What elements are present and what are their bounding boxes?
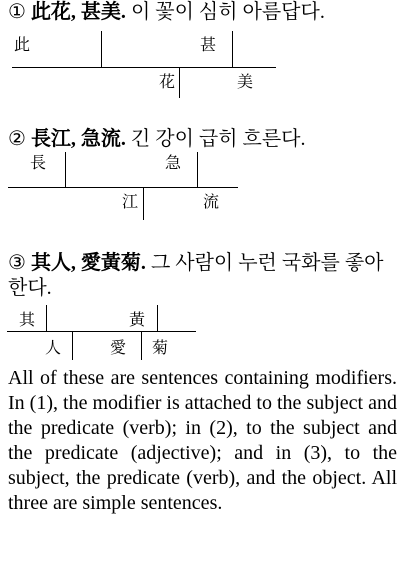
- diagram-2-predicate: 急: [165, 155, 182, 172]
- diagram-2-subject-modifier: 江: [122, 194, 139, 211]
- diagram-3-predicate: 愛: [110, 340, 127, 357]
- diagram-3-subject: 其: [19, 312, 36, 329]
- diagram-1-predicate: 甚: [200, 37, 217, 54]
- example-3-number: ③: [8, 252, 26, 274]
- example-1-chinese: 此花, 甚美.: [30, 1, 126, 23]
- diagram-2-subject: 長: [30, 155, 47, 172]
- explanation-paragraph: All of these are sentences containing modifiers. In (1), the modifier is attached to the subject and the predicate (verb); in (2), to the subject and the predicate (adjective); and in (3), to the subject, the predicate (verb), and the object. All three are simple sentences.: [8, 367, 397, 514]
- diagram-3: [7, 305, 196, 360]
- example-1-number: ①: [8, 1, 26, 23]
- example-2-korean: 긴 강이 급히 흐른다.: [130, 128, 306, 150]
- diagram-1-predicate-modifier: 美: [237, 74, 254, 91]
- diagram-3-subject-modifier: 人: [45, 340, 62, 357]
- example-3-chinese: 其人, 愛黃菊.: [30, 252, 146, 274]
- diagram-3-object-modifier: 菊: [152, 340, 169, 357]
- example-1-korean: 이 꽃이 심히 아름답다.: [130, 1, 325, 23]
- diagram-1-subject: 此: [14, 37, 31, 54]
- diagram-2: [8, 152, 238, 220]
- example-3-korean: 그 사람이 누런 국화를 좋아한다.: [8, 252, 384, 299]
- diagram-3-object: 黃: [129, 312, 146, 329]
- diagram-1: [12, 31, 276, 98]
- example-2-number: ②: [8, 128, 26, 150]
- diagram-1-subject-modifier: 花: [159, 74, 176, 91]
- diagram-2-predicate-modifier: 流: [203, 194, 220, 211]
- example-2-chinese: 長江, 急流.: [30, 128, 126, 150]
